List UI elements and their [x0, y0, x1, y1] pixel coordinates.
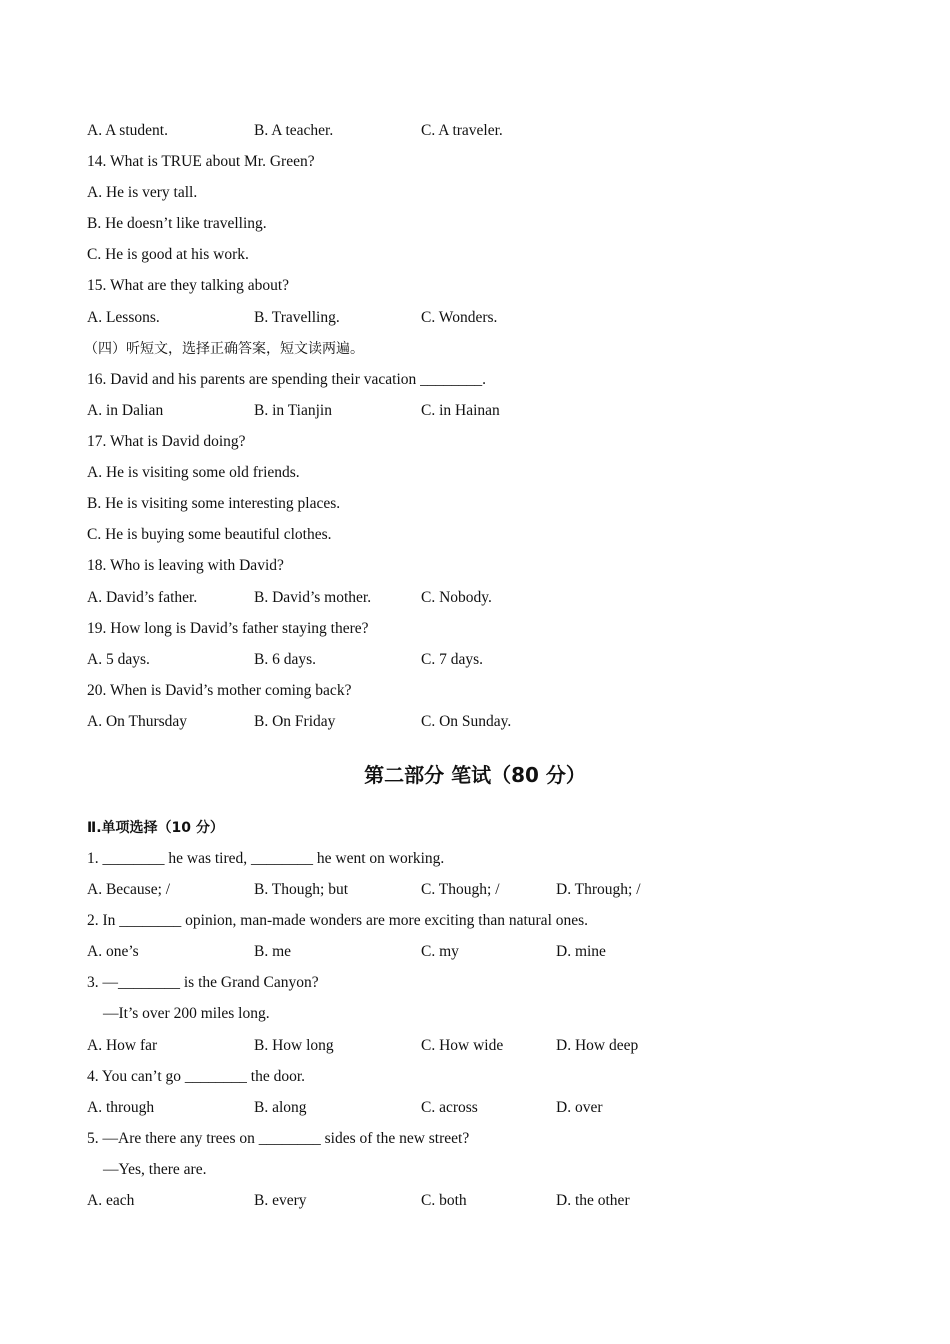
mc-q5-option-b: B. every: [254, 1192, 307, 1209]
mc-q1-option-c: C. Though; /: [421, 881, 500, 898]
q15-option-c: C. Wonders.: [421, 309, 498, 326]
mc-q2-question: 2. In ________ opinion, man-made wonders are more exciting than natural ones.: [87, 912, 589, 929]
mc-q4-option-b: B. along: [254, 1099, 307, 1116]
mc-q3-option-b: B. How long: [254, 1037, 334, 1054]
mc-q2-option-a: A. one’s: [87, 943, 139, 960]
q19-option-c: C. 7 days.: [421, 651, 483, 668]
mc-q4-option-c: C. across: [421, 1099, 478, 1116]
q13-option-c: C. A traveler.: [421, 122, 503, 139]
q19-option-b: B. 6 days.: [254, 651, 316, 668]
q16-option-a: A. in Dalian: [87, 402, 164, 419]
q16-question: 16. David and his parents are spending their vacation ________.: [87, 371, 487, 388]
mc-q3-option-c: C. How wide: [421, 1037, 504, 1054]
q14-option-c: C. He is good at his work.: [87, 246, 249, 263]
q17-option-a: A. He is visiting some old friends.: [87, 464, 300, 481]
mc-q4-option-d: D. over: [556, 1099, 603, 1116]
q13-option-a: A. A student.: [87, 122, 168, 139]
mc-q1-option-a: A. Because; /: [87, 881, 171, 898]
q18-option-b: B. David’s mother.: [254, 589, 372, 606]
q18-option-c: C. Nobody.: [421, 589, 492, 606]
part4-instruction: （四）听短文，选择正确答案，短文读两遍。: [84, 341, 364, 357]
q17-option-c: C. He is buying some beautiful clothes.: [87, 526, 332, 543]
mc-q1-question: 1. ________ he was tired, ________ he went on working.: [87, 850, 445, 867]
q14-option-b: B. He doesn’t like travelling.: [87, 215, 267, 232]
mc-q5-option-a: A. each: [87, 1192, 135, 1209]
mc-q1-option-b: B. Though; but: [254, 881, 349, 898]
q14-question: 14. What is TRUE about Mr. Green?: [87, 153, 315, 170]
q19-question: 19. How long is David’s father staying there?: [87, 620, 369, 637]
mc-q4-question: 4. You can’t go ________ the door.: [87, 1068, 306, 1085]
q20-question: 20. When is David’s mother coming back?: [87, 682, 352, 699]
mc-q3-reply: —It’s over 200 miles long.: [103, 1005, 270, 1022]
mc-q5-question: 5. —Are there any trees on ________ sides of the new street?: [87, 1130, 470, 1147]
mc-q3-question: 3. —________ is the Grand Canyon?: [87, 974, 319, 991]
q14-option-a: A. He is very tall.: [87, 184, 198, 201]
section-label: Ⅱ.单项选择（10 分）: [87, 820, 224, 836]
mc-q3-option-d: D. How deep: [556, 1037, 639, 1054]
q13-option-b: B. A teacher.: [254, 122, 334, 139]
q18-option-a: A. David’s father.: [87, 589, 198, 606]
q18-question: 18. Who is leaving with David?: [87, 557, 284, 574]
mc-q1-option-d: D. Through; /: [556, 881, 641, 898]
mc-q5-option-d: D. the other: [556, 1192, 630, 1209]
mc-q5-reply: —Yes, there are.: [103, 1161, 207, 1178]
q17-option-b: B. He is visiting some interesting places.: [87, 495, 341, 512]
q16-option-b: B. in Tianjin: [254, 402, 332, 419]
q15-question: 15. What are they talking about?: [87, 277, 290, 294]
q20-option-a: A. On Thursday: [87, 713, 188, 730]
q19-option-a: A. 5 days.: [87, 651, 150, 668]
mc-q2-option-d: D. mine: [556, 943, 606, 960]
mc-q5-option-c: C. both: [421, 1192, 467, 1209]
q15-option-a: A. Lessons.: [87, 309, 160, 326]
part2-heading: 第二部分 笔试（80 分）: [364, 763, 586, 787]
mc-q3-option-a: A. How far: [87, 1037, 158, 1054]
q17-question: 17. What is David doing?: [87, 433, 246, 450]
mc-q2-option-b: B. me: [254, 943, 292, 960]
q16-option-c: C. in Hainan: [421, 402, 500, 419]
q15-option-b: B. Travelling.: [254, 309, 340, 326]
q20-option-c: C. On Sunday.: [421, 713, 512, 730]
mc-q4-option-a: A. through: [87, 1099, 155, 1116]
mc-q2-option-c: C. my: [421, 943, 459, 960]
q20-option-b: B. On Friday: [254, 713, 336, 730]
